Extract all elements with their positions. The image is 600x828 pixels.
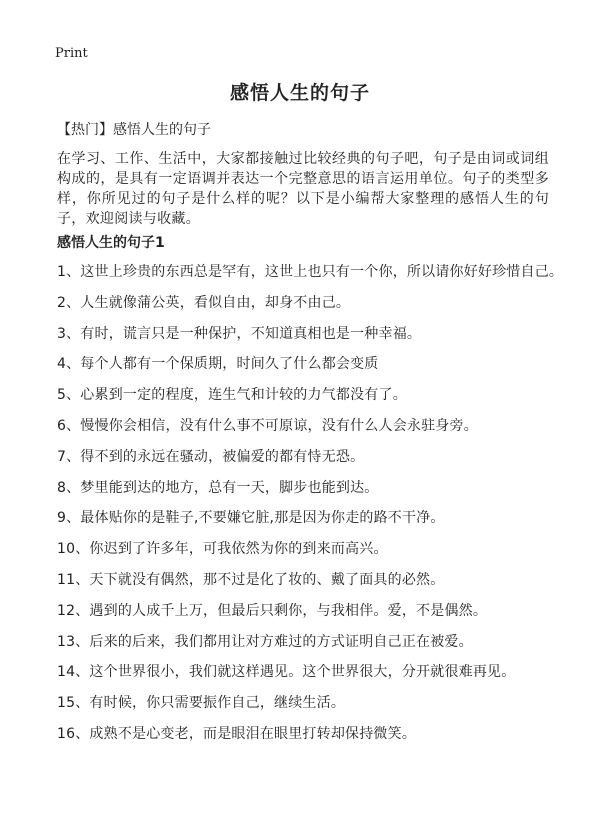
quote-item: 15、有时候，你只需要振作自己，继续生活。 (57, 695, 346, 712)
quote-item: 7、得不到的永远在骚动，被偏爱的都有恃无恐。 (57, 448, 365, 465)
quote-item: 14、这个世界很小，我们就这样遇见。这个世界很大，分开就很难再见。 (57, 664, 516, 681)
quote-item: 10、你迟到了许多年，可我依然为你的到来而高兴。 (57, 541, 388, 558)
quote-item: 2、人生就像蒲公英，看似自由，却身不由己。 (57, 294, 351, 311)
quote-item: 11、天下就没有偶然，那不过是化了妆的、戴了面具的必然。 (57, 571, 445, 588)
section-heading: 感悟人生的句子1 (57, 235, 165, 251)
print-link[interactable]: Print (55, 46, 88, 61)
tag-line: 【热门】感悟人生的句子 (57, 122, 211, 138)
quote-list (57, 262, 564, 755)
quote-item: 6、慢慢你会相信，没有什么事不可原谅，没有什么人会永驻身旁。 (57, 417, 478, 434)
quote-item: 16、成熟不是心变老，而是眼泪在眼里打转却保持微笑。 (57, 725, 417, 742)
quote-item: 13、后来的后来，我们都用让对方难过的方式证明自己正在被爱。 (57, 633, 473, 650)
page-title: 感悟人生的句子 (229, 82, 370, 104)
quote-item: 5、心累到一定的程度，连生气和计较的力气都没有了。 (57, 387, 407, 404)
quote-item: 12、遇到的人成千上万，但最后只剩你，与我相伴。爱，不是偶然。 (57, 602, 488, 619)
intro-paragraph: 在学习、工作、生活中，大家都接触过比较经典的句子吧，句子是由词或词组构成的，是具有一定语调并表达一个完整意思的语言运用单位。句子的类型多样，你所见过的句子是什么样的呢？以下是小编帮大家整理的感悟人生的句子，欢迎阅读与收藏。 (57, 151, 549, 227)
quote-item: 8、梦里能到达的地方，总有一天，脚步也能到达。 (57, 479, 379, 496)
quote-item: 4、每个人都有一个保质期，时间久了什么都会变质 (57, 356, 379, 373)
quote-item: 1、这世上珍贵的东西总是罕有，这世上也只有一个你，所以请你好好珍惜自己。 (57, 264, 564, 280)
quote-item: 3、有时，谎言只是一种保护，不知道真相也是一种幸福。 (57, 325, 422, 342)
quote-item: 9、最体贴你的是鞋子,不要嫌它脏,那是因为你走的路不干净。 (57, 510, 445, 527)
